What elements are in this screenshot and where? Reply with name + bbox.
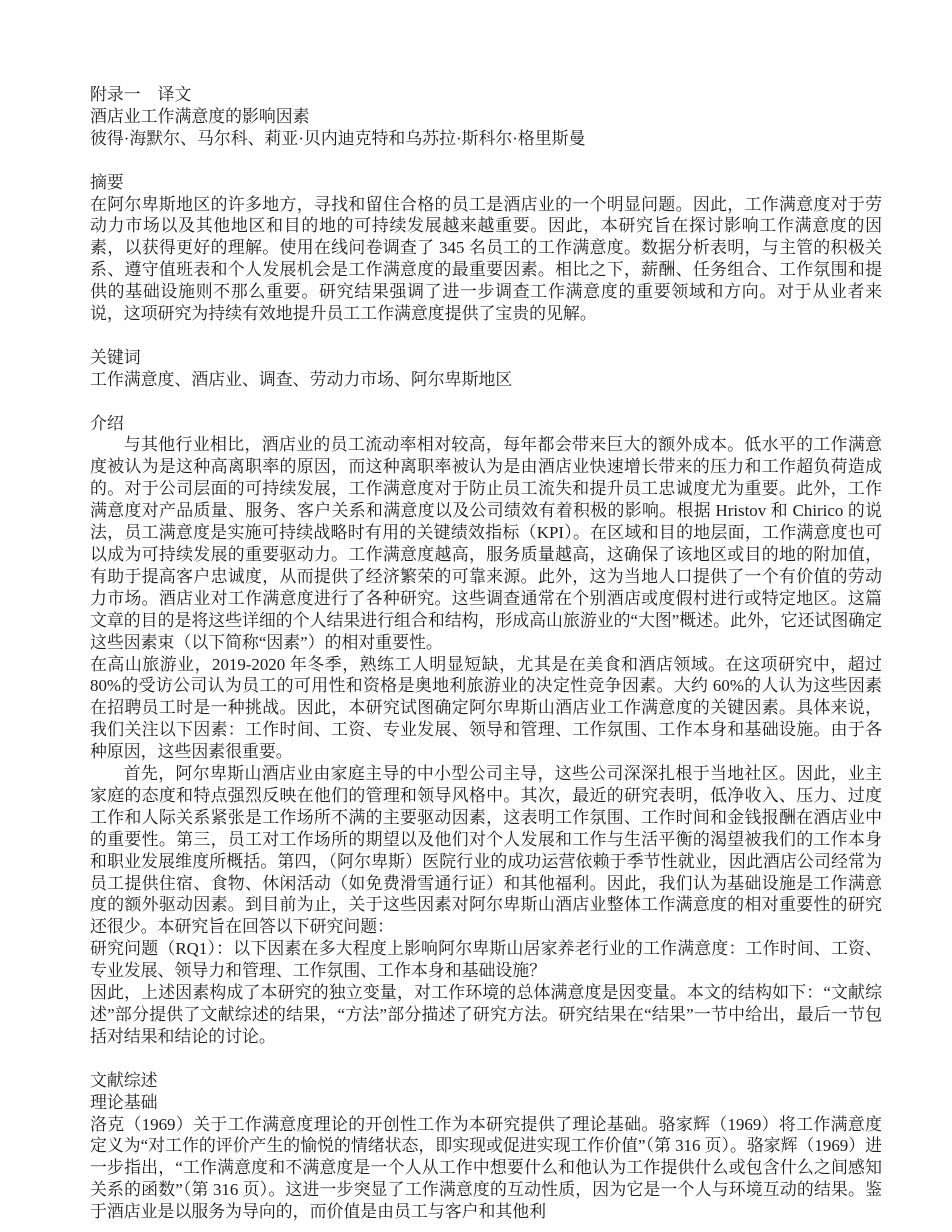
abstract-body: 在阿尔卑斯地区的许多地方，寻找和留住合格的员工是酒店业的一个明显问题。因此，工作满意度对于劳动力市场以及其他地区和目的地的可持续发展越来越重要。因此，本研究旨在探讨影响工作满意度的因素，以获得更好的理解。使用在线问卷调查了 345 名员工的工作满意度。数据分析表明，与主管的积极关系、遵守值班表和个人发展机会是工作满意度的最重要因素。相比之下，薪酬、任务组合、工作氛围和提供的基础设施则不那么重要。研究结果强调了进一步调查工作满意度的重要领域和方向。对于从业者来说，这项研究为持续有效地提升员工工作满意度提供了宝贵的见解。	[90, 194, 882, 324]
document-title: 酒店业工作满意度的影响因素	[90, 106, 310, 126]
introduction-paragraph: 首先，阿尔卑斯山酒店业由家庭主导的中小型公司主导，这些公司深深扎根于当地社区。因此，业主家庭的态度和特点强烈反映在他们的管理和领导风格中。其次，最近的研究表明，低净收入、压力、过度工作和人际关系紧张是工作场所不满的主要驱动因素，这表明工作氛围、工作时间和金钱报酬在酒店业中的重要性。第三，员工对工作场所的期望以及他们对个人发展和工作与生活平衡的渴望被我们的工作本身和职业发展维度所概括。第四，（阿尔卑斯）医院行业的成功运营依赖于季节性就业，因此酒店公司经常为员工提供住宿、食物、休闲活动（如免费滑雪通行证）和其他福利。因此，我们认为基础设施是工作满意度的额外驱动因素。到目前为止，关于这些因素对阿尔卑斯山酒店业整体工作满意度的相对重要性的研究还很少。本研究旨在回答以下研究问题：	[90, 764, 882, 937]
keywords-body: 工作满意度、酒店业、调查、劳动力市场、阿尔卑斯地区	[90, 369, 513, 389]
research-question-paragraph: 研究问题（RQ1）：以下因素在多大程度上影响阿尔卑斯山居家养老行业的工作满意度：工作时间、工资、专业发展、领导力和管理、工作氛围、工作本身和基础设施？	[90, 939, 882, 981]
introduction-paragraph: 因此，上述因素构成了本研究的独立变量，对工作环境的总体满意度是因变量。本文的结构如下：“文献综述”部分提供了文献综述的结果，“方法”部分描述了研究方法。研究结果在“结果”一节中给出，最后一节包括对结果和结论的讨论。	[90, 983, 882, 1046]
abstract-heading: 摘要	[90, 172, 124, 192]
appendix-label: 附录一 译文	[90, 85, 192, 104]
theoretical-basis-subheading: 理论基础	[90, 1092, 158, 1112]
introduction-heading: 介绍	[90, 413, 124, 433]
authors-line: 彼得·海默尔、马尔科、莉亚·贝内迪克特和乌苏拉·斯科尔·格里斯曼	[90, 128, 586, 148]
introduction-paragraph: 在高山旅游业，2019-2020 年冬季，熟练工人明显短缺，尤其是在美食和酒店领域。在这项研究中，超过 80%的受访公司认为员工的可用性和资格是奥地利旅游业的决定性竞争因素。大约 60%的人认为这些因素在招聘员工时是一种挑战。因此，本研究试图确定阿尔卑斯山酒店业工作满意度的关键因素。具体来说，我们关注以下因素：工作时间、工资、专业发展、领导和管理、工作氛围、工作本身和基础设施。由于各种原因，这些因素很重要。	[90, 654, 882, 762]
literature-review-heading: 文献综述	[90, 1070, 158, 1090]
introduction-paragraph: 与其他行业相比，酒店业的员工流动率相对较高，每年都会带来巨大的额外成本。低水平的工作满意度被认为是这种高离职率的原因，而这种离职率被认为是由酒店业快速增长带来的压力和工作超负荷造成的。对于公司层面的可持续发展，工作满意度对于防止员工流失和提升员工忠诚度尤为重要。此外，工作满意度对产品质量、服务、客户关系和满意度以及公司绩效有着积极的影响。根据 Hristov 和 Chirico 的说法，员工满意度是实施可持续战略时有用的关键绩效指标（KPI）。在区域和目的地层面，工作满意度也可以成为可持续发展的重要驱动力。工作满意度越高，服务质量越高，这确保了该地区或目的地的附加值，有助于提高客户忠诚度，从而提供了经济繁荣的可靠来源。此外，这为当地人口提供了一个有价值的劳动力市场。酒店业对工作满意度进行了各种研究。这些调查通常在个别酒店或度假村进行或特定地区。这篇文章的目的是将这些详细的个人结果进行组合和结构，形成高山旅游业的“大图”概述。此外，它还试图确定这些因素束（以下简称“因素”）的相对重要性。	[90, 435, 882, 652]
keywords-heading: 关键词	[90, 347, 141, 367]
literature-review-paragraph: 洛克（1969）关于工作满意度理论的开创性工作为本研究提供了理论基础。骆家辉（1969）将工作满意度定义为“对工作的评价产生的愉悦的情绪状态，即实现或促进实现工作价值”（第 316 页）。骆家辉（1969）进一步指出，“工作满意度和不满意度是一个人从工作中想要什么和他认为工作提供什么或包含什么之间感知关系的函数”（第 316 页）。这进一步突显了工作满意度的互动性质，因为它是一个人与环境互动的结果。鉴于酒店业是以服务为导向的，而价值是由员工与客户和其他利	[90, 1114, 882, 1222]
